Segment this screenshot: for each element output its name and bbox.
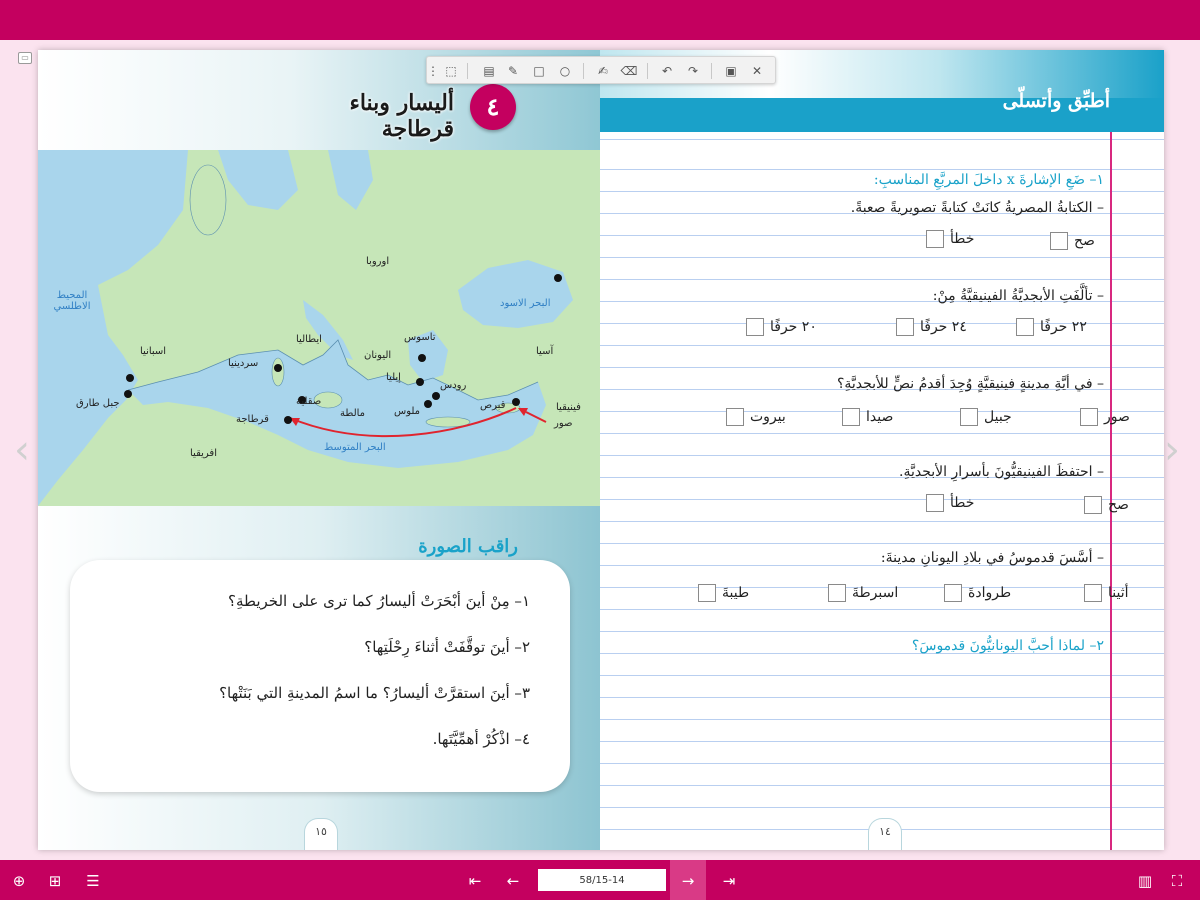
toolbar-separator: [711, 63, 712, 79]
next-page-icon[interactable]: →: [681, 872, 695, 890]
checkbox[interactable]: [944, 584, 962, 602]
question-4: ٤– اذْكُرْ أهمِّيَّتَها.: [432, 730, 530, 748]
map-label-tyre: صور: [554, 418, 573, 429]
item-2-question: – تألَّفَتِ الأبجديَّةُ الفينيقيَّةُ مِنْ:: [932, 288, 1104, 304]
top-bar: [0, 0, 1200, 40]
black-sea: [458, 260, 573, 328]
margin-line: [1110, 132, 1112, 850]
bottom-navigation-bar: [0, 860, 1200, 900]
exercise-2-heading: ٢– لماذا أحبَّ اليونانيُّونَ قدموسَ؟: [911, 638, 1104, 654]
map-graphic: [38, 150, 600, 506]
map-label-atlantic: المحيط الاطلسي: [53, 290, 91, 312]
item-5-option-thebes[interactable]: طيبةَ: [698, 584, 749, 602]
previous-page-arrow-icon[interactable]: ‹: [14, 427, 30, 473]
close-icon[interactable]: ✕: [751, 64, 763, 78]
checkbox[interactable]: [960, 408, 978, 426]
book-spread: [38, 50, 1164, 850]
crete-island: [426, 417, 470, 427]
checkbox[interactable]: [1084, 496, 1102, 514]
city-dot: [274, 364, 282, 372]
city-dot: [432, 392, 440, 400]
item-1-question: – الكتابةُ المصريةُ كانَتْ كتابةً تصويريةً صعبةً.: [850, 200, 1104, 216]
item-2-option-22[interactable]: ٢٢ حرفًا: [1016, 318, 1087, 336]
item-5-question: – أسَّسَ قدموسُ في بلادِ اليونانِ مدينةَ:: [880, 550, 1104, 566]
note-icon[interactable]: ▤: [483, 64, 495, 78]
sidebar-toggle-icon[interactable]: ▭: [18, 52, 32, 64]
right-page-number: ١٤: [868, 818, 902, 850]
checkbox[interactable]: [926, 494, 944, 512]
highlighter-icon[interactable]: ✍: [597, 64, 609, 78]
redo-icon[interactable]: ↷: [687, 64, 699, 78]
left-page-number: ١٥: [304, 818, 338, 850]
map-label-carthage: قرطاجة: [236, 414, 269, 425]
last-page-icon[interactable]: ⇥: [722, 872, 736, 890]
questions-section: [38, 506, 600, 850]
map-label-cyprus: قبرص: [480, 400, 506, 411]
item-3-option-byblos[interactable]: جبيل: [960, 408, 1012, 426]
map-label-malta: مالطة: [340, 408, 366, 419]
checkbox[interactable]: [1080, 408, 1098, 426]
map-label-ilion: إيليا: [386, 372, 401, 383]
single-page-view-icon[interactable]: ▥: [1137, 872, 1153, 890]
map-label-melos: ملوس: [394, 406, 421, 417]
annotation-toolbar: [426, 56, 776, 84]
map-label-europe: اوروبا: [366, 256, 390, 267]
checkbox[interactable]: [828, 584, 846, 602]
item-4-option-false[interactable]: خطأ: [926, 494, 974, 512]
baltic-sea: [328, 150, 373, 210]
item-3-question: – في أيَّةِ مدينةٍ فينيقيَّةٍ وُجِدَ أقدمُ نصٍّ للأبجديَّةِ؟: [836, 376, 1104, 392]
item-3-option-sidon[interactable]: صيدا: [842, 408, 893, 426]
checkbox[interactable]: [1084, 584, 1102, 602]
item-4-option-true[interactable]: صح: [1084, 496, 1129, 514]
map-label-spain: اسبانيا: [140, 346, 167, 357]
british-isles: [190, 165, 226, 235]
toolbar-separator: [647, 63, 648, 79]
city-dot: [284, 416, 292, 424]
item-3-option-beirut[interactable]: بيروت: [726, 408, 786, 426]
exercise-1-heading: ١– ضَعِ الإشارةَ x داخلَ المربَّعِ المناسبِ:: [873, 172, 1104, 188]
next-page-arrow-icon[interactable]: ›: [1164, 427, 1180, 473]
city-dot: [416, 378, 424, 386]
map-label-italy: ايطاليا: [296, 334, 322, 345]
city-dot: [418, 354, 426, 362]
item-2-option-24[interactable]: ٢٤ حرفًا: [896, 318, 967, 336]
fullscreen-icon[interactable]: ⛶: [1171, 872, 1183, 890]
pen-icon[interactable]: ✎: [507, 64, 519, 78]
checkbox[interactable]: [698, 584, 716, 602]
map-label-greece: اليونان: [364, 350, 392, 361]
item-5-option-athens[interactable]: أثينا: [1084, 584, 1129, 602]
checkbox[interactable]: [1016, 318, 1034, 336]
first-page-icon[interactable]: ⇤: [468, 872, 482, 890]
picture-heading: راقب الصورة: [418, 536, 518, 557]
toolbar-separator: [583, 63, 584, 79]
map-label-sardinia: سردينيا: [228, 358, 259, 369]
item-5-option-sparta[interactable]: اسبرطةَ: [828, 584, 898, 602]
left-page: [38, 50, 600, 850]
zoom-icon[interactable]: ⊕: [12, 872, 26, 890]
question-2: ٢– أينَ توقَّفَتْ أثناءَ رِحْلَتِها؟: [364, 638, 530, 656]
item-4-question: – احتفظَ الفينيقيُّونَ بأسرارِ الأبجديَّةِ.: [899, 464, 1104, 480]
map-label-africa: افريقيا: [190, 448, 217, 459]
city-dot: [424, 400, 432, 408]
map-label-sicily: صقلية: [296, 396, 322, 407]
checkbox[interactable]: [1050, 232, 1068, 250]
previous-page-icon[interactable]: ←: [506, 872, 520, 890]
map-label-phoenicia: فينيقيا: [556, 402, 581, 413]
city-dot: [554, 274, 562, 282]
map-label-rhodes: رودس: [440, 380, 467, 391]
checkbox[interactable]: [896, 318, 914, 336]
checkbox[interactable]: [746, 318, 764, 336]
eraser-icon[interactable]: ⌫: [620, 64, 638, 78]
question-3: ٣– أينَ استقرَّتْ أليسارُ؟ ما اسمُ المدينةِ التي بَنَتْها؟: [219, 684, 530, 702]
map-label-mediterranean: البحر المتوسط: [324, 442, 386, 453]
city-dot: [126, 374, 134, 382]
map-label-thasos: تاسوس: [404, 332, 436, 343]
city-dot: [512, 398, 520, 406]
checkbox[interactable]: [842, 408, 860, 426]
lesson-title: أليسار وبناء قرطاجة: [349, 90, 454, 142]
lesson-number-badge: ٤: [470, 84, 516, 130]
undo-icon[interactable]: ↶: [661, 64, 673, 78]
item-2-option-20[interactable]: ٢٠ حرفًا: [746, 318, 817, 336]
mediterranean-map: [38, 150, 600, 506]
item-1-option-false[interactable]: خطأ: [926, 230, 974, 248]
select-icon[interactable]: ⬚: [445, 64, 457, 78]
section-title: أطبِّق وأتسلّى: [1002, 90, 1110, 112]
item-5-option-troy[interactable]: طروادةَ: [944, 584, 1011, 602]
sea-area: [38, 150, 188, 506]
save-icon[interactable]: ▣: [725, 64, 737, 78]
map-label-gibraltar: جبل طارق: [76, 398, 120, 409]
item-1-option-true[interactable]: صح: [1050, 232, 1095, 250]
map-label-black-sea: البحر الاسود: [500, 298, 551, 309]
questions-card: [70, 560, 570, 792]
item-3-option-tyre[interactable]: صور: [1080, 408, 1130, 426]
map-label-asia: آسيا: [536, 346, 554, 357]
checkbox[interactable]: [726, 408, 744, 426]
checkbox[interactable]: [926, 230, 944, 248]
menu-icon[interactable]: ☰: [86, 872, 100, 890]
circle-icon[interactable]: ○: [559, 64, 571, 78]
city-dot: [124, 390, 132, 398]
north-sea: [218, 150, 298, 210]
drag-handle-icon[interactable]: ⋮: [427, 64, 439, 78]
question-1: ١– مِنْ أينَ أبْحَرَتْ أليسارُ كما ترى على الخريطةِ؟: [228, 592, 530, 610]
rectangle-icon[interactable]: □: [533, 64, 545, 78]
thumbnails-grid-icon[interactable]: ⊞: [48, 872, 62, 890]
right-page: [600, 50, 1164, 850]
page-number-input[interactable]: [538, 869, 666, 891]
toolbar-separator: [467, 63, 468, 79]
